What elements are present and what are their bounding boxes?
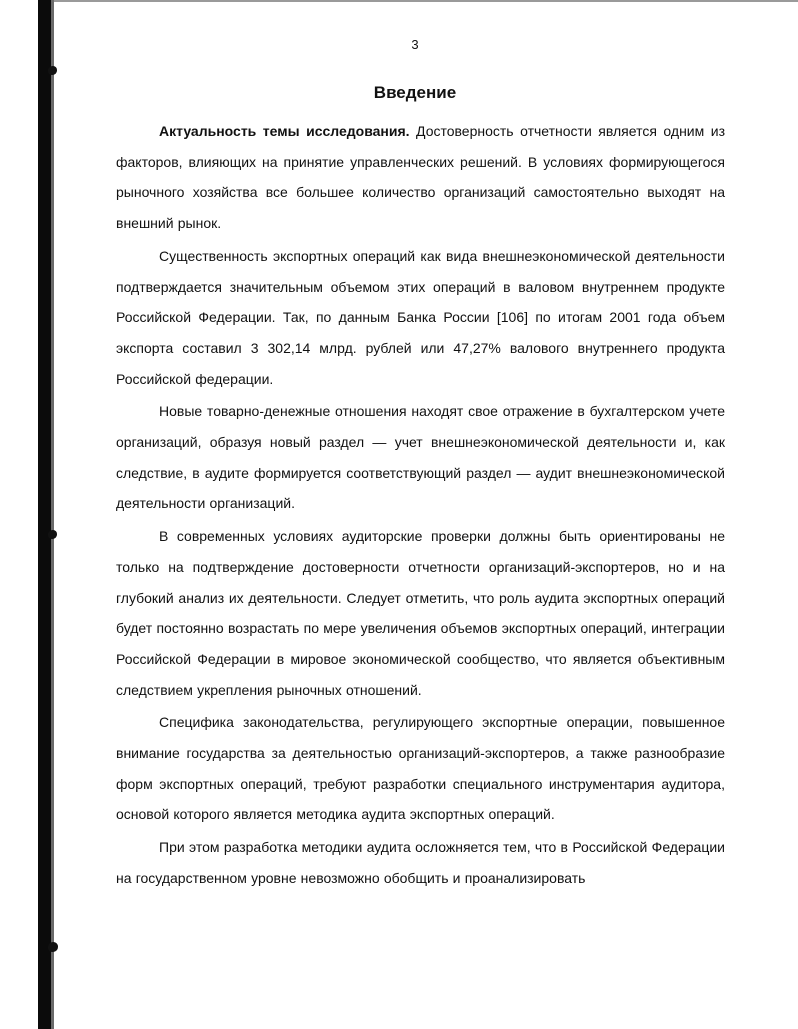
paragraph-export-significance: Существенность экспортных операций как вида внешнеэкономической деятельности подтверждается значительным объемом этих операций в валовом внутреннем продукте Российской Федерации. Так, по данным Банка России [106] по итогам 2001 года объем экспорта составил 3 302,14 млрд. рублей или 47,27% валового внутреннего продукта Российской федерации. <box>116 247 725 387</box>
scan-binding-edge <box>38 0 51 1029</box>
document-body <box>116 116 725 894</box>
scan-top-edge <box>54 0 798 2</box>
paragraph-methodology-difficulty: При этом разработка методики аудита осложняется тем, что в Российской Федерации на государственном уровне невозможно обобщить и проанализировать <box>116 839 725 886</box>
paragraph-relevance <box>116 116 725 239</box>
paragraph-commodity-relations: Новые товарно-денежные отношения находят свое отражение в бухгалтерском учете организаций, образуя новый раздел — учет внешнеэкономической деятельности и, как следствие, в аудите формируется соответствующий раздел — аудит внешнеэкономической деятельности организаций. <box>116 403 725 512</box>
binding-hole-mark <box>48 530 57 539</box>
paragraph-legislation-specifics: Специфика законодательства, регулирующего экспортные операции, повышенное внимание государства за деятельностью организаций-экспортеров, а также разнообразие форм экспортных операций, требуют разработки специального инструментария аудитора, основой которого является методика аудита экспортных операций. <box>116 714 725 823</box>
paragraph-audit-conditions: В современных условиях аудиторские проверки должны быть ориентированы не только на подтверждение достоверности отчетности организаций-экспортеров, но и на глубокий анализ их деятельности. Следует отметить, что роль аудита экспортных операций будет постоянно возрастать по мере увеличения объемов экспортных операций, интеграции Российской Федерации в мировое экономической сообщество, что является объективным следствием укрепления рыночных отношений. <box>116 528 725 698</box>
scan-binding-shadow <box>51 0 54 1029</box>
paragraph-lead: Актуальность темы исследования. <box>159 123 410 139</box>
paragraph-text: Достоверность отчетности является одним из факторов, влияющих на принятие управленческих решений. В условиях формирующегося рыночного хозяйства все большее количество организаций самостоятельно выходят на внешний рынок. <box>116 123 725 232</box>
page-number: 3 <box>411 37 419 52</box>
binding-hole-mark <box>48 66 57 75</box>
page-title: Введение <box>373 83 457 102</box>
binding-hole-mark <box>48 942 58 952</box>
